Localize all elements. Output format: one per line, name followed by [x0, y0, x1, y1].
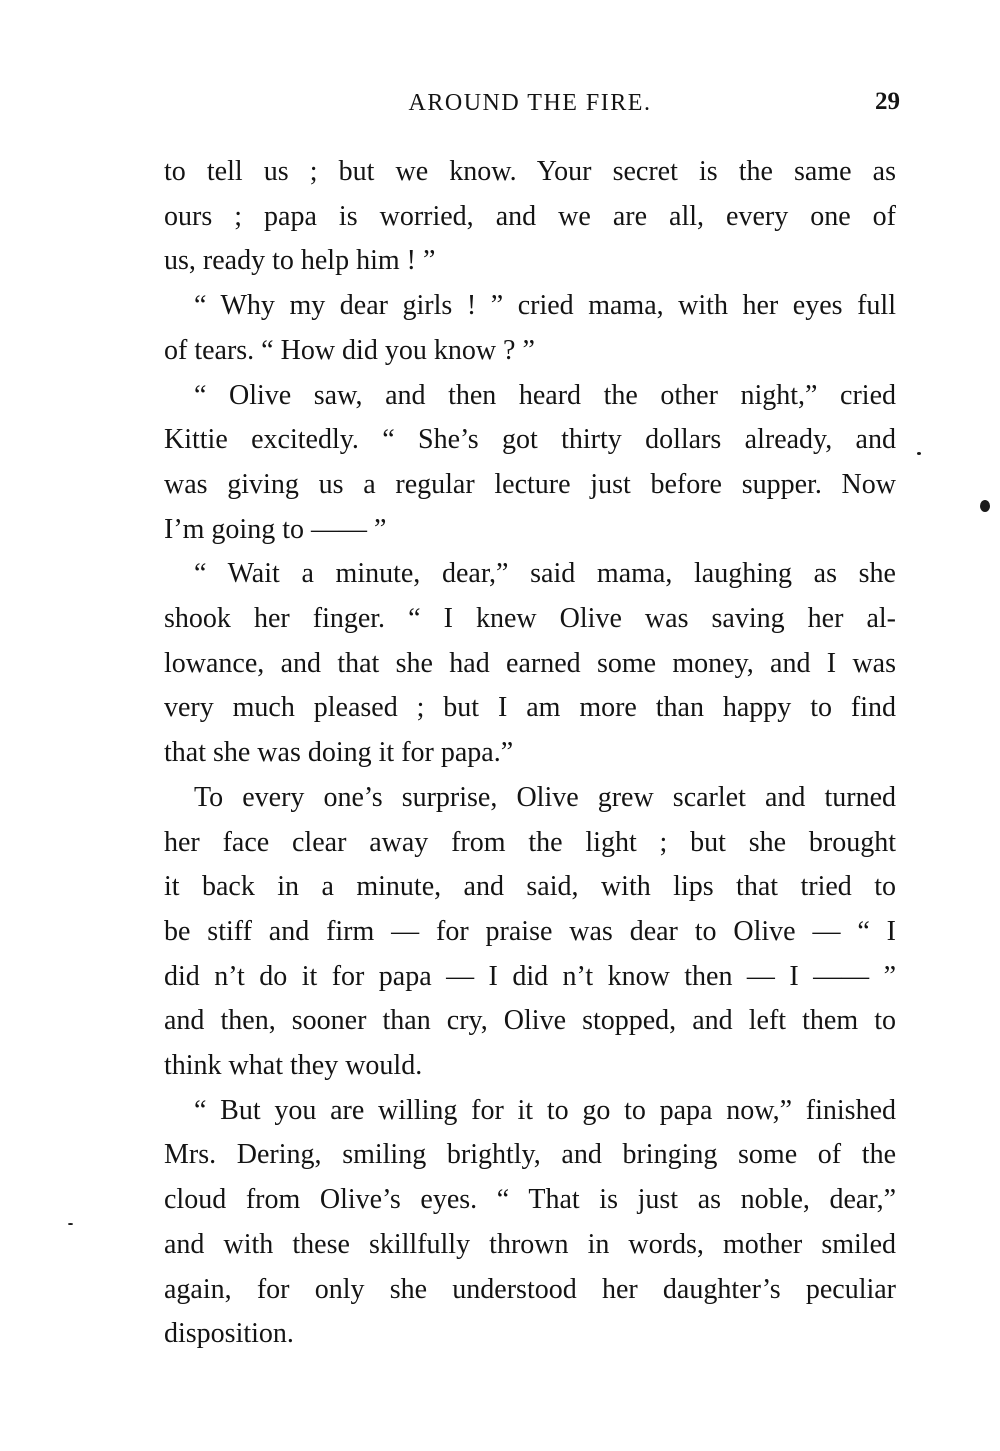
text-line: “ But you are willing for it to go to papa now,” finished — [194, 1094, 896, 1126]
text-line: “ Wait a minute, dear,” said mama, laughing as she — [194, 558, 896, 590]
text-line: be stiff and firm — for praise was dear to Olive — “ I — [164, 915, 896, 947]
text-line: “ Olive saw, and then heard the other night,” cried — [194, 379, 896, 411]
text-line: Mrs. Dering, smiling brightly, and bringing some of the — [164, 1139, 896, 1171]
text-line: and with these skillfully thrown in words, mother smiled — [164, 1228, 896, 1260]
running-title: AROUND THE FIRE. — [408, 90, 652, 116]
text-line: very much pleased ; but I am more than happy to find — [164, 692, 896, 724]
paragraph-6 — [164, 1089, 896, 1357]
text-line: shook her finger. “ I knew Olive was saving her al- — [164, 603, 896, 635]
paragraph-2 — [164, 284, 896, 373]
paragraph-4 — [164, 552, 896, 776]
ink-speck — [980, 500, 990, 512]
text-line: and then, sooner than cry, Olive stopped, and left them to — [164, 1005, 896, 1037]
text-line: to tell us ; but we know. Your secret is the same as — [164, 156, 896, 187]
text-line: cloud from Olive’s eyes. “ That is just as noble, dear,” — [164, 1184, 896, 1216]
text-line: I’m going to —— ” — [164, 513, 387, 545]
text-line: “ Why my dear girls ! ” cried mama, with her eyes full — [194, 290, 896, 322]
text-line: ours ; papa is worried, and we are all, every one of — [164, 200, 896, 232]
text-line: us, ready to help him ! ” — [164, 245, 436, 277]
text-line: it back in a minute, and said, with lips that tried to — [164, 871, 896, 903]
ink-speck — [917, 452, 921, 455]
text-line: her face clear away from the light ; but she brought — [164, 826, 896, 858]
paragraph-3 — [164, 374, 896, 553]
running-head — [160, 88, 900, 124]
body-text — [164, 150, 896, 1357]
text-line: disposition. — [164, 1318, 294, 1350]
text-line: lowance, and that she had earned some money, and I was — [164, 647, 896, 679]
page-number: 29 — [875, 88, 900, 115]
text-line: think what they would. — [164, 1050, 423, 1082]
text-line: of tears. “ How did you know ? ” — [164, 334, 535, 366]
text-line: was giving us a regular lecture just before supper. Now — [164, 468, 896, 500]
text-line: did n’t do it for papa — I did n’t know then — I —— ” — [164, 960, 896, 992]
text-line: again, for only she understood her daughter’s peculiar — [164, 1273, 896, 1305]
paragraph-5 — [164, 776, 896, 1089]
text-line: Kittie excitedly. “ She’s got thirty dollars already, and — [164, 424, 896, 456]
text-line: that she was doing it for papa.” — [164, 737, 514, 769]
text-line: To every one’s surprise, Olive grew scarlet and turned — [194, 781, 896, 813]
ink-speck — [68, 1223, 73, 1225]
paragraph-1 — [164, 150, 896, 284]
